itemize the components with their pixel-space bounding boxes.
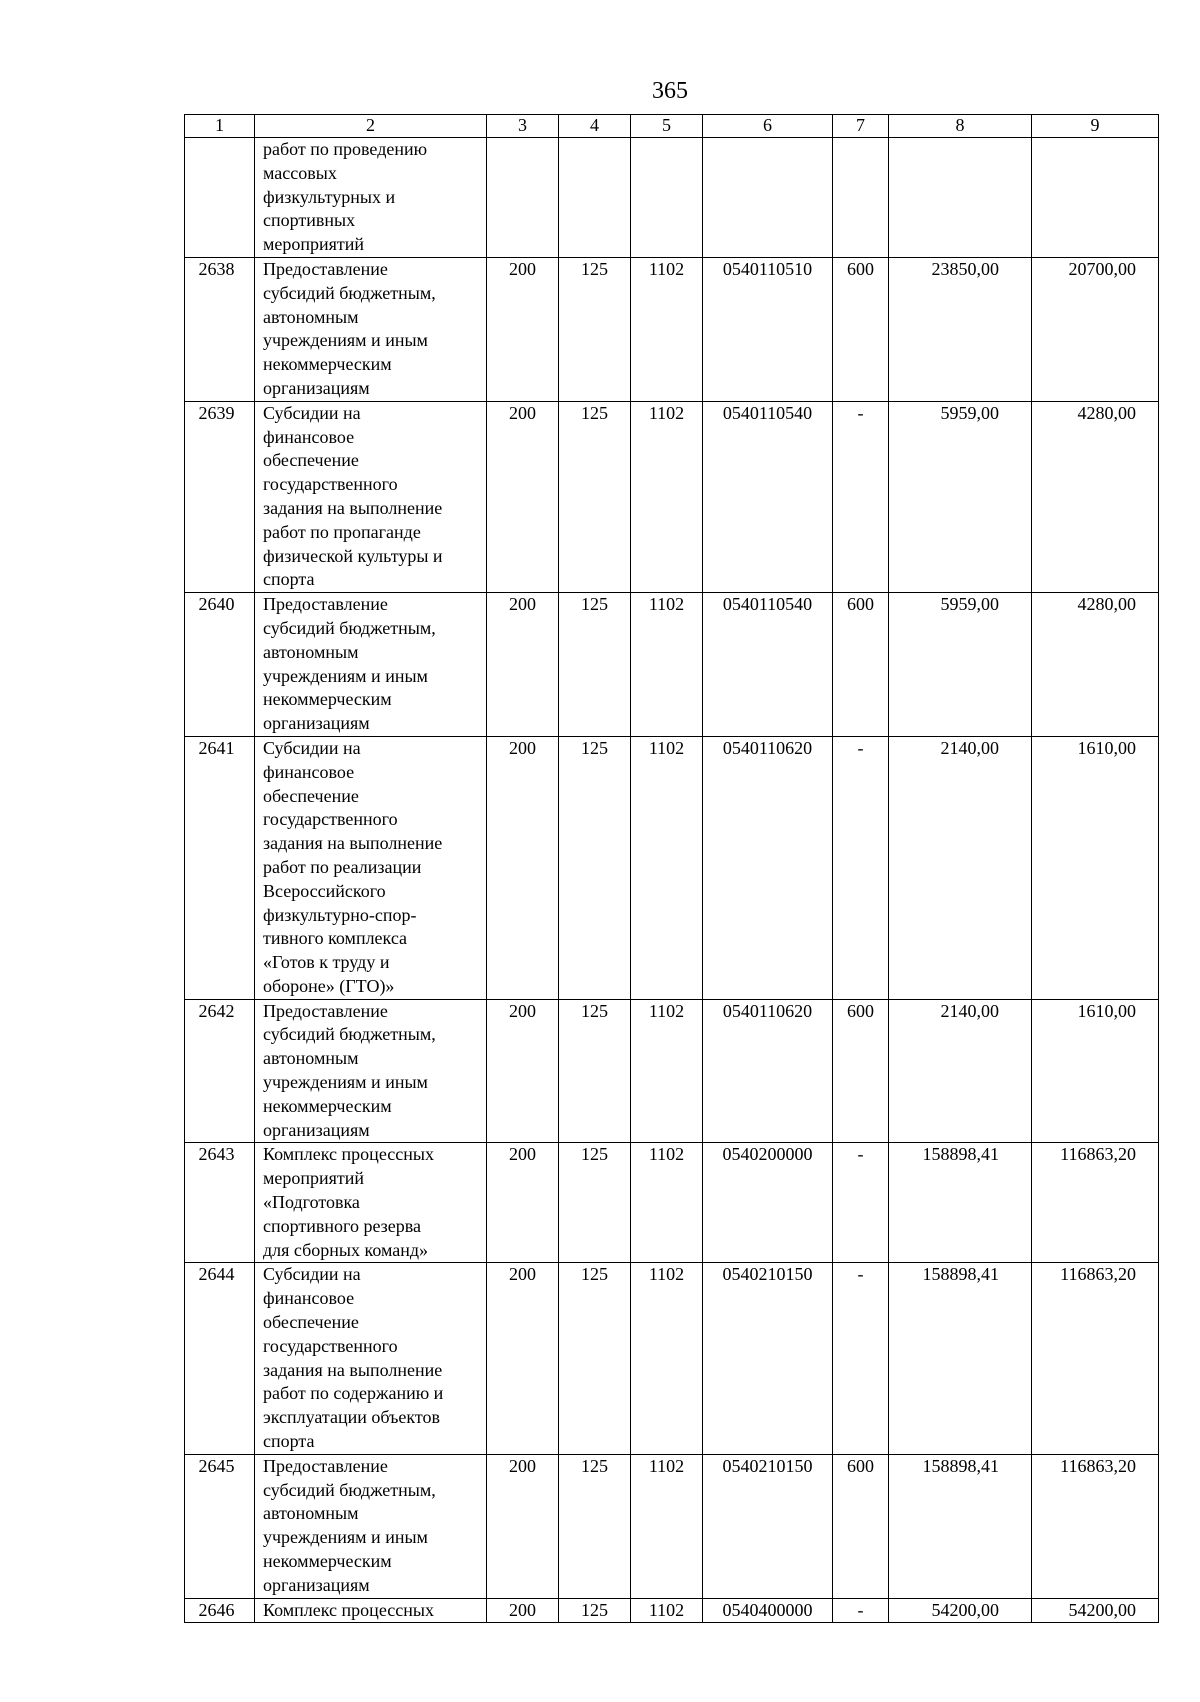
- item-name-line: автономным: [263, 641, 359, 662]
- expense-type-cell: -: [833, 401, 889, 592]
- amount-9-cell: 1610,00: [1032, 999, 1159, 1143]
- table-row: [185, 1143, 1159, 1263]
- item-name-line: субсидий бюджетным,: [263, 617, 436, 638]
- item-name-cell: [255, 401, 487, 592]
- table-row: [185, 1263, 1159, 1454]
- item-name-line: учреждениям и иным: [263, 1527, 428, 1548]
- amount-8-cell: 2140,00: [889, 736, 1032, 999]
- item-name-line: финансовое: [263, 761, 355, 782]
- item-name-line: автономным: [263, 306, 359, 327]
- code-5-cell: 1102: [631, 1598, 703, 1623]
- code-5-cell: 1102: [631, 1263, 703, 1454]
- header-cell: 5: [631, 115, 703, 138]
- code-4-cell: 125: [559, 401, 631, 592]
- target-article-cell: 0540110540: [703, 593, 833, 737]
- item-name-line: спортивных: [263, 210, 356, 231]
- item-name-line: Субсидии на: [263, 1264, 361, 1285]
- amount-9-cell: 1610,00: [1032, 736, 1159, 999]
- item-name-line: финансовое: [263, 1288, 355, 1309]
- row-number-cell: 2638: [185, 257, 255, 401]
- code-3-cell: 200: [487, 999, 559, 1143]
- code-3-cell: 200: [487, 1263, 559, 1454]
- table-row: [185, 138, 1159, 258]
- item-name-line: Комплекс процессных: [263, 1144, 434, 1165]
- expense-type-cell: -: [833, 1598, 889, 1623]
- amount-9-cell: 4280,00: [1032, 593, 1159, 737]
- item-name-cell: [255, 138, 487, 258]
- amount-8-cell: 5959,00: [889, 593, 1032, 737]
- amount-9-cell: [1032, 138, 1159, 258]
- item-name-line: некоммерческим: [263, 689, 392, 710]
- item-name-line: учреждениям и иным: [263, 665, 428, 686]
- code-3-cell: 200: [487, 736, 559, 999]
- item-name-line: государственного: [263, 474, 398, 495]
- item-name-line: мероприятий: [263, 1168, 365, 1189]
- item-name-line: обеспечение: [263, 450, 359, 471]
- item-name-line: обеспечение: [263, 785, 359, 806]
- code-4-cell: 125: [559, 1598, 631, 1623]
- item-name-line: организациям: [263, 377, 370, 398]
- item-name-line: тивного комплекса: [263, 928, 408, 949]
- expense-type-cell: -: [833, 736, 889, 999]
- target-article-cell: 0540200000: [703, 1143, 833, 1263]
- amount-8-cell: 54200,00: [889, 1598, 1032, 1623]
- amount-8-cell: 158898,41: [889, 1263, 1032, 1454]
- code-5-cell: 1102: [631, 593, 703, 737]
- item-name-line: автономным: [263, 1048, 359, 1069]
- code-3-cell: 200: [487, 1454, 559, 1598]
- item-name-line: «Подготовка: [263, 1192, 360, 1213]
- amount-9-cell: 4280,00: [1032, 401, 1159, 592]
- item-name-line: организациям: [263, 713, 370, 734]
- target-article-cell: 0540110510: [703, 257, 833, 401]
- item-name-line: работ по пропаганде: [263, 521, 421, 542]
- expense-type-cell: 600: [833, 257, 889, 401]
- amount-8-cell: 23850,00: [889, 257, 1032, 401]
- code-5-cell: 1102: [631, 999, 703, 1143]
- item-name-line: субсидий бюджетным,: [263, 282, 436, 303]
- item-name-cell: [255, 736, 487, 999]
- row-number-cell: 2643: [185, 1143, 255, 1263]
- item-name-line: работ по проведению: [263, 139, 428, 159]
- code-3-cell: 200: [487, 593, 559, 737]
- code-4-cell: 125: [559, 1454, 631, 1598]
- item-name-line: массовых: [263, 162, 337, 183]
- item-name-line: субсидий бюджетным,: [263, 1479, 436, 1500]
- item-name-line: организациям: [263, 1119, 370, 1140]
- item-name-cell: [255, 1454, 487, 1598]
- table-row: [185, 736, 1159, 999]
- target-article-cell: 0540110620: [703, 736, 833, 999]
- budget-table: [184, 114, 1159, 1623]
- row-number-cell: 2640: [185, 593, 255, 737]
- item-name-line: Предоставление: [263, 1000, 388, 1021]
- expense-type-cell: 600: [833, 593, 889, 737]
- item-name-line: некоммерческим: [263, 1095, 392, 1116]
- target-article-cell: 0540400000: [703, 1598, 833, 1623]
- header-cell: 9: [1032, 115, 1159, 138]
- item-name-line: работ по реализации: [263, 856, 422, 877]
- code-5-cell: 1102: [631, 257, 703, 401]
- item-name-line: субсидий бюджетным,: [263, 1024, 436, 1045]
- item-name-line: мероприятий: [263, 234, 365, 255]
- header-cell: 6: [703, 115, 833, 138]
- row-number-cell: 2641: [185, 736, 255, 999]
- item-name-cell: [255, 1263, 487, 1454]
- item-name-cell: [255, 593, 487, 737]
- item-name-line: учреждениям и иным: [263, 1072, 428, 1093]
- header-cell: 3: [487, 115, 559, 138]
- row-number-cell: 2646: [185, 1598, 255, 1623]
- item-name-line: государственного: [263, 1335, 398, 1356]
- amount-9-cell: 116863,20: [1032, 1143, 1159, 1263]
- expense-type-cell: [833, 138, 889, 258]
- page-number: 365: [652, 78, 688, 104]
- amount-8-cell: 2140,00: [889, 999, 1032, 1143]
- amount-8-cell: 5959,00: [889, 401, 1032, 592]
- table-row: [185, 1598, 1159, 1623]
- item-name-line: физкультурных и: [263, 186, 396, 207]
- item-name-line: Субсидии на: [263, 737, 361, 758]
- code-3-cell: [487, 138, 559, 258]
- row-number-cell: [185, 138, 255, 258]
- amount-9-cell: 20700,00: [1032, 257, 1159, 401]
- code-5-cell: [631, 138, 703, 258]
- code-4-cell: [559, 138, 631, 258]
- code-4-cell: 125: [559, 257, 631, 401]
- target-article-cell: [703, 138, 833, 258]
- expense-type-cell: -: [833, 1143, 889, 1263]
- header-cell: 4: [559, 115, 631, 138]
- amount-8-cell: 158898,41: [889, 1143, 1032, 1263]
- item-name-cell: [255, 999, 487, 1143]
- item-name-line: некоммерческим: [263, 1551, 392, 1572]
- header-cell: 2: [255, 115, 487, 138]
- expense-type-cell: 600: [833, 999, 889, 1143]
- header-cell: 7: [833, 115, 889, 138]
- amount-8-cell: [889, 138, 1032, 258]
- item-name-line: обороне» (ГТО)»: [263, 975, 395, 996]
- item-name-cell: [255, 257, 487, 401]
- code-5-cell: 1102: [631, 401, 703, 592]
- code-4-cell: 125: [559, 999, 631, 1143]
- table-row: [185, 999, 1159, 1143]
- amount-9-cell: 116863,20: [1032, 1263, 1159, 1454]
- table-row: [185, 593, 1159, 737]
- target-article-cell: 0540210150: [703, 1263, 833, 1454]
- code-3-cell: 200: [487, 1598, 559, 1623]
- item-name-line: для сборных команд»: [263, 1239, 429, 1260]
- code-4-cell: 125: [559, 593, 631, 737]
- item-name-line: физической культуры и: [263, 545, 443, 566]
- code-5-cell: 1102: [631, 736, 703, 999]
- table-row: [185, 1454, 1159, 1598]
- item-name-line: эксплуатации объектов: [263, 1407, 441, 1428]
- amount-9-cell: 116863,20: [1032, 1454, 1159, 1598]
- expense-type-cell: 600: [833, 1454, 889, 1598]
- target-article-cell: 0540110620: [703, 999, 833, 1143]
- amount-8-cell: 158898,41: [889, 1454, 1032, 1598]
- item-name-line: Предоставление: [263, 258, 388, 279]
- code-5-cell: 1102: [631, 1454, 703, 1598]
- code-3-cell: 200: [487, 401, 559, 592]
- item-name-line: организациям: [263, 1574, 370, 1595]
- amount-9-cell: 54200,00: [1032, 1598, 1159, 1623]
- item-name-line: физкультурно-спор-: [263, 904, 417, 925]
- code-3-cell: 200: [487, 1143, 559, 1263]
- row-number-cell: 2642: [185, 999, 255, 1143]
- code-5-cell: 1102: [631, 1143, 703, 1263]
- item-name-line: задания на выполнение: [263, 833, 443, 854]
- item-name-line: работ по содержанию и: [263, 1383, 444, 1404]
- item-name-cell: [255, 1598, 487, 1623]
- item-name-line: государственного: [263, 809, 398, 830]
- row-number-cell: 2645: [185, 1454, 255, 1598]
- item-name-line: задания на выполнение: [263, 1359, 443, 1380]
- table-header-row: [185, 115, 1159, 138]
- row-number-cell: 2639: [185, 401, 255, 592]
- header-cell: 8: [889, 115, 1032, 138]
- item-name-line: финансовое: [263, 426, 355, 447]
- item-name-line: спорта: [263, 569, 315, 590]
- item-name-line: спорта: [263, 1431, 315, 1452]
- item-name-line: Всероссийского: [263, 880, 386, 901]
- target-article-cell: 0540110540: [703, 401, 833, 592]
- item-name-line: Комплекс процессных: [263, 1599, 434, 1620]
- header-cell: 1: [185, 115, 255, 138]
- code-4-cell: 125: [559, 736, 631, 999]
- item-name-line: автономным: [263, 1503, 359, 1524]
- item-name-line: обеспечение: [263, 1312, 359, 1333]
- item-name-line: Предоставление: [263, 594, 388, 615]
- table-row: [185, 257, 1159, 401]
- code-3-cell: 200: [487, 257, 559, 401]
- item-name-line: спортивного резерва: [263, 1215, 422, 1236]
- item-name-line: некоммерческим: [263, 354, 392, 375]
- item-name-cell: [255, 1143, 487, 1263]
- table-row: [185, 401, 1159, 592]
- code-4-cell: 125: [559, 1143, 631, 1263]
- item-name-line: «Готов к труду и: [263, 952, 390, 973]
- item-name-line: задания на выполнение: [263, 497, 443, 518]
- code-4-cell: 125: [559, 1263, 631, 1454]
- expense-type-cell: -: [833, 1263, 889, 1454]
- target-article-cell: 0540210150: [703, 1454, 833, 1598]
- item-name-line: учреждениям и иным: [263, 330, 428, 351]
- item-name-line: Предоставление: [263, 1455, 388, 1476]
- item-name-line: Субсидии на: [263, 402, 361, 423]
- row-number-cell: 2644: [185, 1263, 255, 1454]
